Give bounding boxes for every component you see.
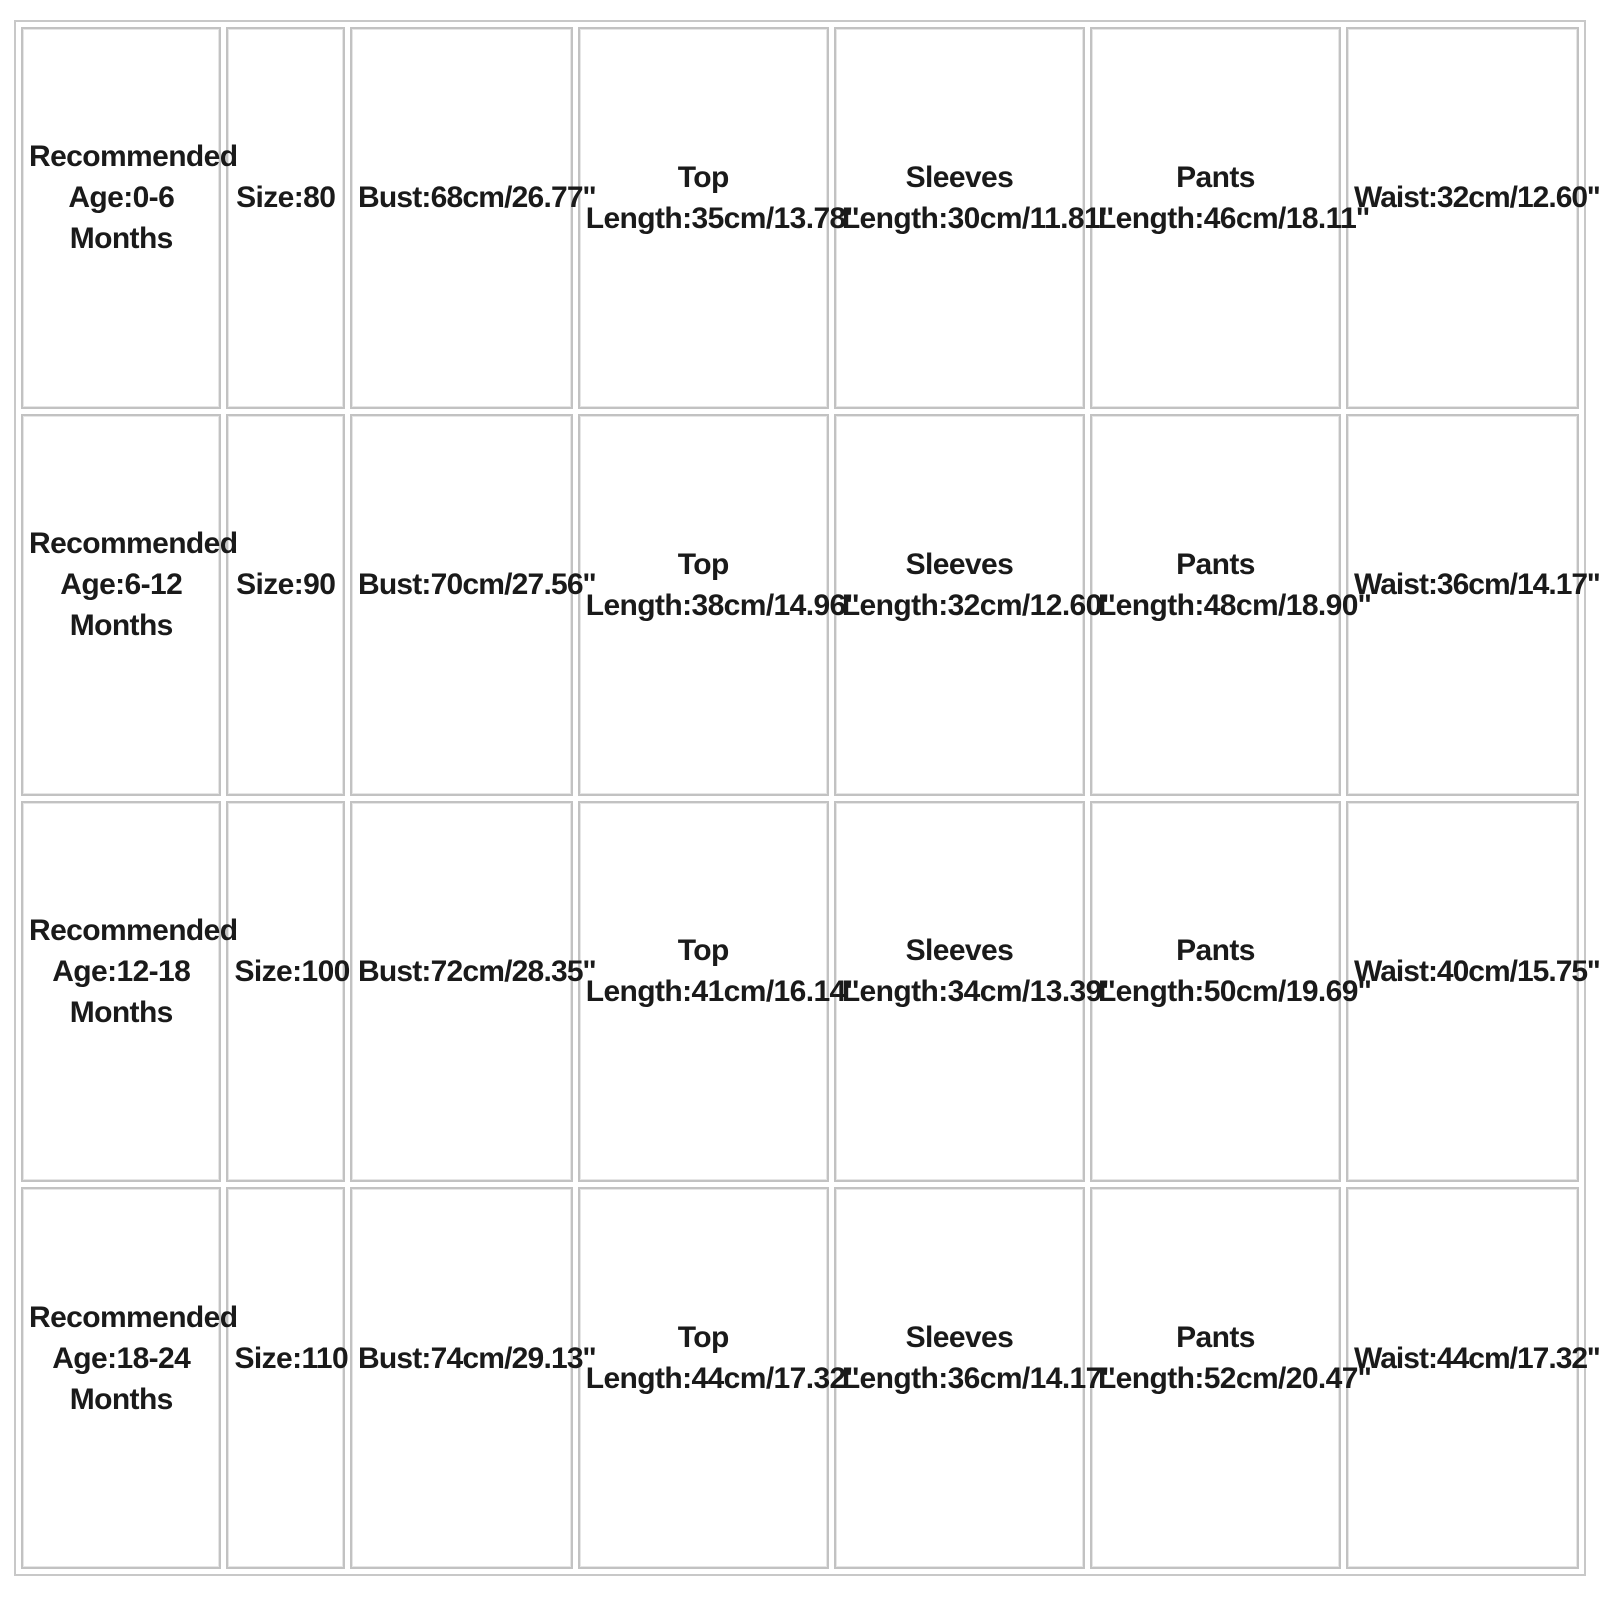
table-row — [21, 414, 1579, 796]
waist-cell: Waist:40cm/15.75'' — [1346, 801, 1579, 1183]
pants-length-cell: Pants Length:52cm/20.47'' — [1090, 1187, 1341, 1569]
size-cell: Size:80 — [226, 27, 344, 409]
age-cell: Recommended Age:12-18 Months — [21, 801, 221, 1183]
pants-length-cell: Pants Length:50cm/19.69'' — [1090, 801, 1341, 1183]
bust-cell: Bust:70cm/27.56'' — [350, 414, 573, 796]
bust-cell: Bust:72cm/28.35'' — [350, 801, 573, 1183]
top-length-cell: Top Length:44cm/17.32'' — [578, 1187, 829, 1569]
sleeves-length-cell: Sleeves Length:32cm/12.60'' — [834, 414, 1085, 796]
waist-cell: Waist:36cm/14.17'' — [1346, 414, 1579, 796]
top-length-cell: Top Length:38cm/14.96'' — [578, 414, 829, 796]
table-row — [21, 27, 1579, 409]
waist-cell: Waist:32cm/12.60'' — [1346, 27, 1579, 409]
pants-length-cell: Pants Length:48cm/18.90'' — [1090, 414, 1341, 796]
table-row — [21, 1187, 1579, 1569]
size-cell: Size:90 — [226, 414, 344, 796]
age-cell: Recommended Age:0-6 Months — [21, 27, 221, 409]
pants-length-cell: Pants Length:46cm/18.11'' — [1090, 27, 1341, 409]
table-row — [21, 801, 1579, 1183]
sleeves-length-cell: Sleeves Length:30cm/11.81'' — [834, 27, 1085, 409]
size-chart-table — [14, 20, 1600, 1576]
waist-cell: Waist:44cm/17.32'' — [1346, 1187, 1579, 1569]
top-length-cell: Top Length:35cm/13.78'' — [578, 27, 829, 409]
bust-cell: Bust:74cm/29.13'' — [350, 1187, 573, 1569]
sleeves-length-cell: Sleeves Length:36cm/14.17'' — [834, 1187, 1085, 1569]
top-length-cell: Top Length:41cm/16.14'' — [578, 801, 829, 1183]
size-cell: Size:100 — [226, 801, 344, 1183]
size-cell: Size:110 — [226, 1187, 344, 1569]
age-cell: Recommended Age:18-24 Months — [21, 1187, 221, 1569]
sleeves-length-cell: Sleeves Length:34cm/13.39'' — [834, 801, 1085, 1183]
bust-cell: Bust:68cm/26.77'' — [350, 27, 573, 409]
age-cell: Recommended Age:6-12 Months — [21, 414, 221, 796]
